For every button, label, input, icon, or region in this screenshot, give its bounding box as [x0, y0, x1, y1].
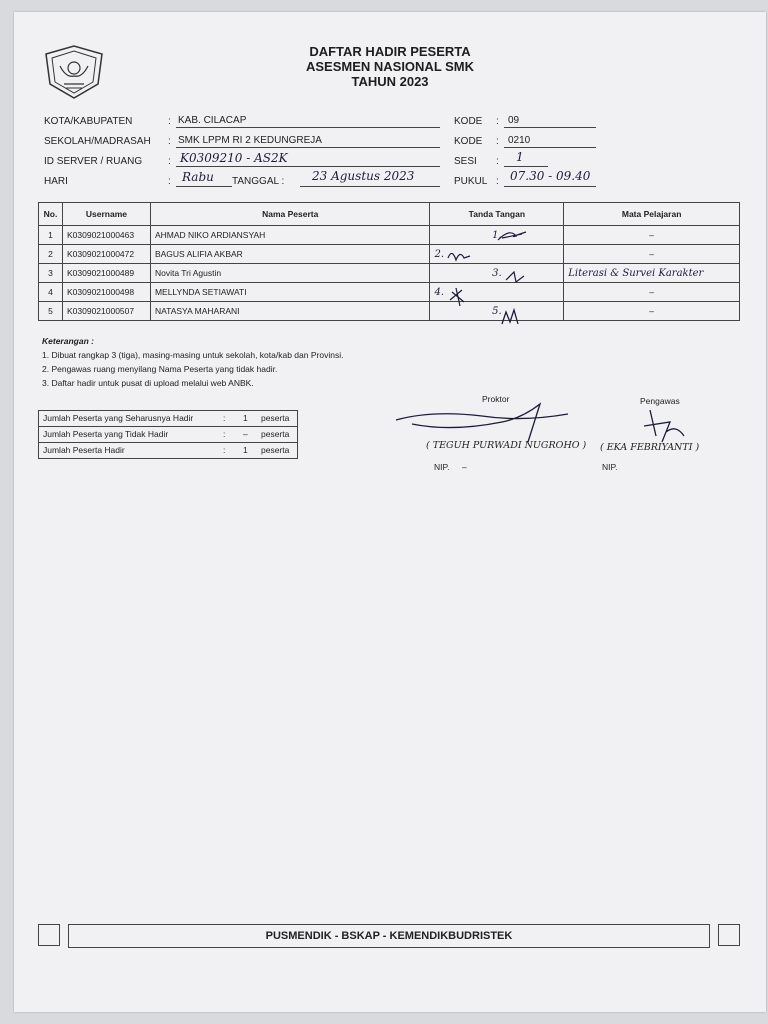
kode2-value: 0210	[508, 135, 531, 146]
row-mapel: –	[564, 283, 740, 302]
row-nama: NATASYA MAHARANI	[150, 302, 430, 321]
sesi-value: 1	[516, 150, 524, 164]
proktor-nip-label: NIP.	[434, 462, 450, 472]
row-nama: MELLYNDA SETIAWATI	[150, 283, 430, 302]
col-username-header: Username	[62, 203, 150, 226]
summary-row	[39, 411, 297, 427]
tanggal-label: TANGGAL :	[232, 176, 285, 187]
col-no-header: No.	[39, 203, 63, 226]
col-ttd-header: Tanda Tangan	[430, 203, 564, 226]
footer-right-box	[718, 924, 740, 946]
row-signature: 1.	[430, 226, 564, 245]
kode1-value: 09	[508, 115, 520, 126]
row-no: 5	[39, 302, 63, 321]
summary-value: –	[243, 429, 248, 439]
table-row	[39, 245, 740, 264]
underline	[176, 147, 440, 148]
summary-unit: peserta	[261, 445, 290, 455]
row-signature: 4.	[430, 283, 564, 302]
hari-label: HARI	[44, 176, 68, 187]
row-signature: 5.	[430, 302, 564, 321]
underline	[176, 186, 232, 187]
server-label: ID SERVER / RUANG	[44, 156, 143, 167]
summary-value: 1	[243, 445, 248, 455]
kode2-label: KODE	[454, 136, 483, 147]
summary-row	[39, 427, 297, 443]
summary-label: Jumlah Peserta yang Seharusnya Hadir	[43, 413, 194, 423]
note-item: 2. Pengawas ruang menyilang Nama Peserta yang tidak hadir.	[42, 364, 278, 374]
row-username: K0309021000463	[62, 226, 150, 245]
kode1-label: KODE	[454, 116, 483, 127]
pukul-label: PUKUL	[454, 176, 488, 187]
title-line-3: TAHUN 2023	[351, 74, 429, 89]
handwritten-signatures	[430, 224, 570, 334]
row-signature: 2.	[430, 245, 564, 264]
row-username: K0309021000498	[62, 283, 150, 302]
underline	[176, 127, 440, 128]
underline	[504, 186, 596, 187]
row-username: K0309021000507	[62, 302, 150, 321]
table-row	[39, 283, 740, 302]
pengawas-signature	[640, 406, 690, 446]
note-item: 1. Dibuat rangkap 3 (tiga), masing-masing untuk sekolah, kota/kab dan Provinsi.	[42, 350, 344, 360]
summary-row	[39, 443, 297, 458]
colon: :	[496, 136, 499, 147]
title-line-2: ASESMEN NASIONAL SMK	[305, 59, 475, 74]
summary-label: Jumlah Peserta yang Tidak Hadir	[43, 429, 169, 439]
row-no: 1	[39, 226, 63, 245]
row-mapel: Literasi & Survei Karakter	[564, 264, 740, 283]
underline	[504, 166, 548, 167]
attendance-table	[38, 202, 740, 321]
sesi-label: SESI	[454, 156, 477, 167]
kota-value: KAB. CILACAP	[178, 115, 247, 126]
row-no: 4	[39, 283, 63, 302]
proktor-name: ( TEGUH PURWADI NUGROHO )	[426, 440, 587, 451]
colon: :	[168, 136, 171, 147]
col-nama-header: Nama Peserta	[150, 203, 430, 226]
colon: :	[223, 445, 226, 455]
row-nama: Novita Tri Agustin	[150, 264, 430, 283]
attendance-summary	[38, 410, 298, 459]
underline	[300, 186, 440, 187]
row-nama: AHMAD NIKO ARDIANSYAH	[150, 226, 430, 245]
summary-unit: peserta	[261, 413, 290, 423]
row-mapel: –	[564, 302, 740, 321]
notes-section	[42, 334, 343, 390]
colon: :	[168, 176, 171, 187]
proktor-nip-value: –	[462, 462, 467, 472]
row-no: 3	[39, 264, 63, 283]
colon: :	[223, 429, 226, 439]
pengawas-name: ( EKA FEBRIYANTI )	[600, 442, 700, 453]
colon: :	[496, 156, 499, 167]
colon: :	[496, 176, 499, 187]
footer-left-box	[38, 924, 60, 946]
underline	[504, 147, 596, 148]
pukul-value: 07.30 - 09.40	[510, 169, 591, 183]
footer-banner: PUSMENDIK - BSKAP - KEMENDIKBUDRISTEK	[68, 924, 710, 948]
row-mapel: –	[564, 226, 740, 245]
server-value: K0309210 - AS2K	[180, 151, 288, 165]
table-header-row	[39, 203, 740, 226]
row-username: K0309021000472	[62, 245, 150, 264]
proktor-label: Proktor	[482, 394, 510, 404]
row-mapel: –	[564, 245, 740, 264]
underline	[504, 127, 596, 128]
note-item: 3. Daftar hadir untuk pusat di upload melalui web ANBK.	[42, 378, 254, 388]
underline	[176, 166, 440, 167]
col-mapel-header: Mata Pelajaran	[564, 203, 740, 226]
sekolah-value: SMK LPPM RI 2 KEDUNGREJA	[178, 135, 322, 146]
title-line-1: DAFTAR HADIR PESERTA	[309, 44, 471, 59]
tanggal-value: 23 Agustus 2023	[312, 169, 415, 183]
tut-wuri-handayani-logo	[38, 44, 110, 100]
row-username: K0309021000489	[62, 264, 150, 283]
hari-value: Rabu	[182, 170, 214, 184]
summary-label: Jumlah Peserta Hadir	[43, 445, 125, 455]
colon: :	[223, 413, 226, 423]
colon: :	[168, 156, 171, 167]
table-row	[39, 302, 740, 321]
table-row	[39, 226, 740, 245]
pengawas-nip-label: NIP.	[602, 462, 618, 472]
document-title	[240, 44, 540, 89]
summary-unit: peserta	[261, 429, 290, 439]
row-no: 2	[39, 245, 63, 264]
pengawas-label: Pengawas	[640, 396, 680, 406]
summary-value: 1	[243, 413, 248, 423]
row-signature: 3.	[430, 264, 564, 283]
table-row	[39, 264, 740, 283]
sekolah-label: SEKOLAH/MADRASAH	[44, 136, 151, 147]
kota-label: KOTA/KABUPATEN	[44, 116, 133, 127]
notes-heading: Keterangan :	[42, 336, 94, 346]
colon: :	[168, 116, 171, 127]
row-nama: BAGUS ALIFIA AKBAR	[150, 245, 430, 264]
colon: :	[496, 116, 499, 127]
